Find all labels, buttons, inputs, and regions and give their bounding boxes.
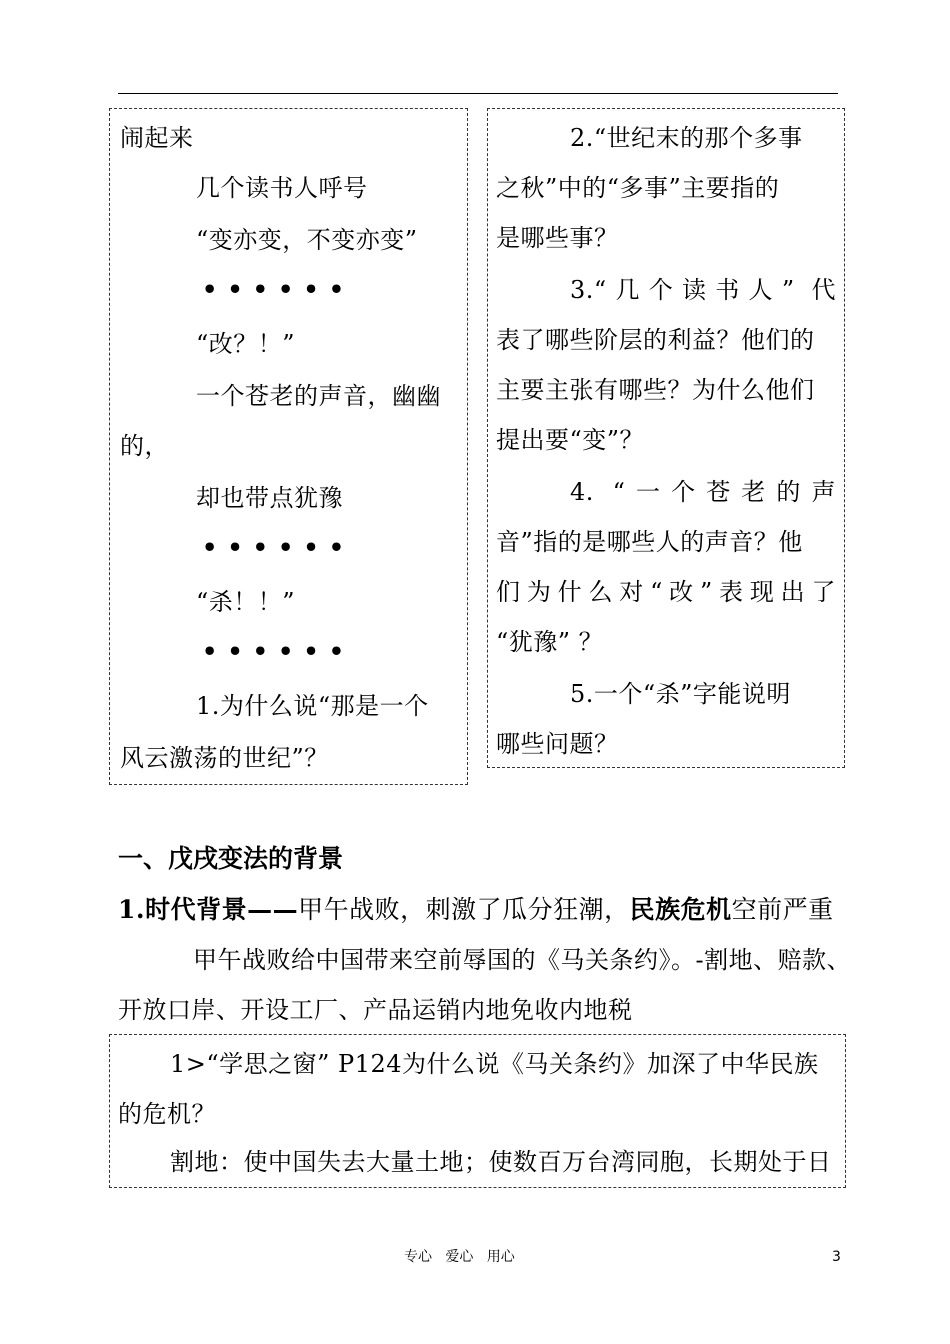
point-1-text-end: 空前严重 xyxy=(731,895,834,924)
poem-line: 的， xyxy=(120,432,169,460)
question-line: “犹豫” ？ xyxy=(496,628,604,656)
question-line: 主要主张有哪些？为什么他们 xyxy=(496,376,815,404)
box-line: 割地：使中国失去大量土地；使数百万台湾同胞，长期处于日 xyxy=(170,1148,832,1176)
poem-line: “改？！” xyxy=(196,330,296,358)
paragraph-line: 甲午战败给中国带来空前辱国的《马关条约》。-割地、赔款、 xyxy=(193,946,852,974)
question-line: 之秋”中的“多事”主要指的 xyxy=(496,174,780,202)
questions-box xyxy=(487,108,845,768)
header-rule xyxy=(118,93,838,94)
point-1-label: 1.时代背景—— xyxy=(118,895,299,924)
question-line: 音”指的是哪些人的声音？他 xyxy=(496,528,803,556)
box-line: 的危机？ xyxy=(118,1100,216,1128)
point-1-text: 甲午战败，刺激了瓜分狂潮， xyxy=(298,895,630,924)
question-line: 提出要“变”？ xyxy=(496,426,645,454)
ellipsis-dots: •••••• xyxy=(202,637,355,666)
footer-motto: 专心 爱心 用心 xyxy=(404,1249,515,1265)
section-heading: 一、戊戌变法的背景 xyxy=(118,844,344,873)
question-line: 哪些问题？ xyxy=(496,730,619,758)
poem-line: “变亦变，不变亦变” xyxy=(196,226,418,254)
point-1 xyxy=(118,895,834,925)
poem-line: 却也带点犹豫 xyxy=(196,484,343,512)
poem-line: 几个读书人呼号 xyxy=(196,174,368,202)
page-number: 3 xyxy=(832,1249,841,1265)
thinking-box xyxy=(109,1034,846,1188)
poem-box xyxy=(109,108,468,785)
poem-line: “杀！！” xyxy=(196,588,296,616)
point-1-emphasis: 民族危机 xyxy=(629,895,732,924)
poem-line: 一个苍老的声音，幽幽 xyxy=(196,382,441,410)
ellipsis-dots: •••••• xyxy=(202,275,355,304)
question-line: 表了哪些阶层的利益？他们的 xyxy=(496,326,815,354)
box-line: 1>“学思之窗” P124为什么说《马关条约》加深了中华民族 xyxy=(170,1050,819,1078)
question-line: 风云激荡的世纪”？ xyxy=(120,744,329,772)
poem-line: 闹起来 xyxy=(120,124,194,152)
question-line: 3.“几个读书人” 代 xyxy=(570,276,836,304)
question-line: 5.一个“杀”字能说明 xyxy=(570,680,791,708)
question-line: 1.为什么说“那是一个 xyxy=(196,692,429,720)
question-line: 们为什么对“改”表现出了 xyxy=(496,578,836,606)
question-line: 2.“世纪末的那个多事 xyxy=(570,124,803,152)
paragraph-line: 开放口岸、开设工厂、产品运销内地免收内地税 xyxy=(118,996,633,1024)
question-line: 是哪些事？ xyxy=(496,224,619,252)
ellipsis-dots: •••••• xyxy=(202,533,355,562)
question-line: 4. “一个苍老的声 xyxy=(570,478,836,506)
